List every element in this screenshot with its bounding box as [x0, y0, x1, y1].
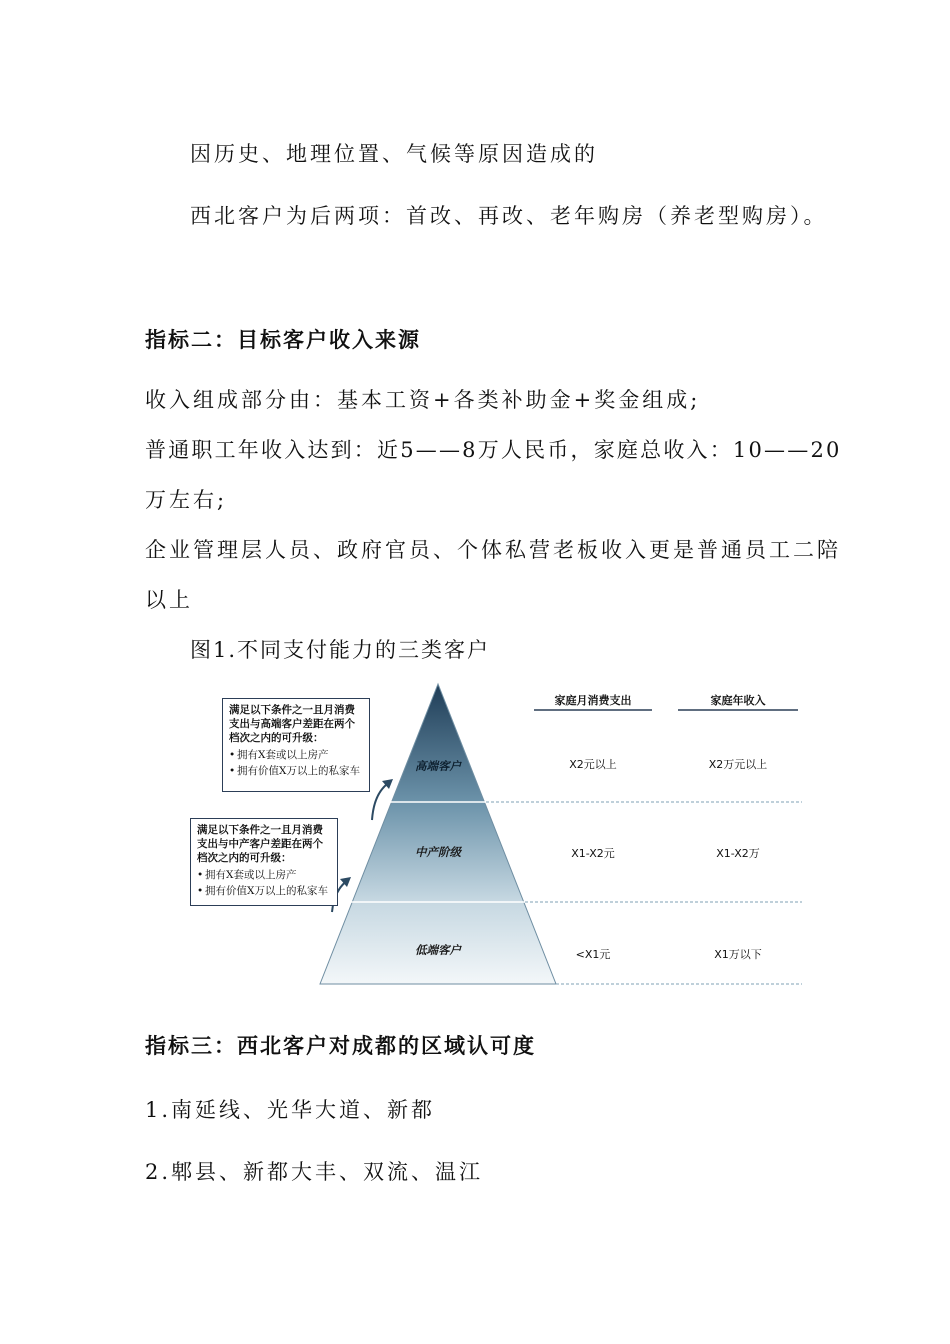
- customer-pyramid-figure: [190, 680, 810, 990]
- paragraph-worker-income: 普通职工年收入达到：近5——8万人民币，家庭总收入：10——20: [145, 438, 842, 462]
- condition-text: 拥有X套或以上房产: [205, 869, 297, 881]
- table-cell-middle-monthly: X1-X2元: [571, 847, 615, 860]
- bullet-icon: •: [229, 749, 236, 761]
- paragraph-history: 因历史、地理位置、气候等原因造成的: [190, 142, 598, 166]
- list-item-region-one: 1.南延线、光华大道、新都: [145, 1098, 436, 1122]
- upgrade-condition-item: [229, 748, 363, 762]
- table-cell-high-annual: X2万元以上: [708, 758, 768, 771]
- heading-indicator-two: 指标二：目标客户收入来源: [145, 328, 421, 352]
- heading-indicator-three: 指标三：西北客户对成都的区域认可度: [145, 1034, 536, 1058]
- bullet-icon: •: [197, 885, 204, 897]
- bullet-icon: •: [229, 765, 236, 777]
- upgrade-condition-item: [229, 764, 363, 778]
- table-cell-high-monthly: X2元以上: [569, 758, 617, 771]
- tier-label-high: 高端客户: [415, 759, 461, 773]
- column-header-annual-income: 家庭年收入: [710, 694, 766, 707]
- condition-text: 拥有价值X万以上的私家车: [205, 885, 328, 897]
- paragraph-management-income-cont: 以上: [145, 588, 193, 612]
- tier-label-low: 低端客户: [415, 943, 461, 957]
- bullet-icon: •: [197, 869, 204, 881]
- list-item-region-two: 2.郫县、新都大丰、双流、温江: [145, 1160, 484, 1184]
- column-header-monthly-spend: 家庭月消费支出: [554, 694, 632, 707]
- table-cell-middle-annual: X1-X2万: [716, 847, 760, 860]
- table-cell-low-monthly: <X1元: [575, 948, 611, 961]
- paragraph-income-composition: 收入组成部分由：基本工资+各类补助金+奖金组成;: [145, 388, 701, 412]
- upgrade-condition-item: [197, 868, 331, 882]
- table-cell-low-annual: X1万以下: [714, 948, 762, 961]
- upgrade-condition-box-high: [222, 698, 370, 792]
- paragraph-worker-income-cont: 万左右;: [145, 488, 228, 512]
- figure-caption: 图1.不同支付能力的三类客户: [190, 638, 491, 662]
- upgrade-condition-heading: 满足以下条件之一且月消费支出与中产客户差距在两个档次之内的可升级：: [197, 824, 323, 864]
- upgrade-condition-heading: 满足以下条件之一且月消费支出与高端客户差距在两个档次之内的可升级：: [229, 704, 355, 744]
- tier-label-middle: 中产阶级: [415, 845, 461, 859]
- paragraph-management-income: 企业管理层人员、政府官员、个体私营老板收入更是普通员工二陪: [145, 538, 841, 562]
- condition-text: 拥有X套或以上房产: [237, 749, 329, 761]
- upgrade-condition-box-middle: [190, 818, 338, 906]
- upgrade-condition-item: [197, 884, 331, 898]
- condition-text: 拥有价值X万以上的私家车: [237, 765, 360, 777]
- paragraph-northwest-clients: 西北客户为后两项：首改、再改、老年购房（养老型购房）。: [190, 204, 828, 228]
